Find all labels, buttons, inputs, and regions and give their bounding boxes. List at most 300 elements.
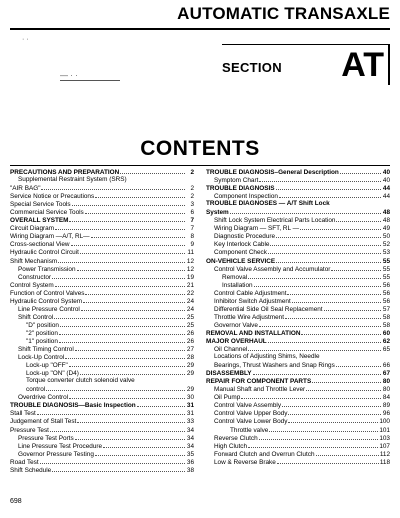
toc-entry-title: Shift Lock System Electrical Parts Location (214, 217, 336, 225)
toc-entry[interactable] (206, 401, 390, 409)
toc-entry-title: Circuit Diagram (10, 225, 55, 233)
toc-leader-dots (59, 329, 185, 335)
toc-entry-page: 66 (382, 362, 390, 370)
toc-entry-page: 50 (382, 233, 390, 241)
contents-rule (10, 165, 390, 166)
toc-entry-title: Shift Schedule (10, 466, 52, 474)
toc-entry[interactable] (206, 377, 390, 385)
toc-entry[interactable] (206, 393, 390, 401)
toc-leader-dots (321, 353, 381, 358)
toc-leader-dots (72, 200, 185, 206)
contents-left-column (10, 168, 194, 474)
toc-entry-title: DISASSEMBLY (206, 370, 252, 378)
header-rule (10, 28, 390, 30)
toc-entry-title: Lock-up "OFF" (26, 362, 68, 370)
toc-entry-page: 89 (382, 402, 390, 410)
toc-leader-dots (316, 450, 379, 456)
toc-leader-dots (287, 289, 381, 295)
toc-leader-dots (95, 450, 185, 456)
toc-entry[interactable] (10, 248, 194, 256)
toc-entry-title: Road Test (10, 458, 39, 466)
toc-leader-dots (259, 176, 381, 182)
toc-entry-title: High Clutch (214, 442, 248, 450)
toc-entry-title: Pressure Test Ports (18, 434, 74, 442)
toc-leader-dots (282, 401, 381, 407)
toc-entry[interactable] (10, 265, 194, 273)
toc-entry-page: 53 (382, 249, 390, 257)
toc-entry-title: ON-VEHICLE SERVICE (206, 257, 276, 265)
toc-leader-dots (312, 377, 381, 383)
toc-entry[interactable] (206, 257, 390, 265)
corner-mark: · · (22, 36, 29, 43)
toc-entry-page: 3 (190, 201, 194, 209)
toc-entry-title: System (206, 209, 229, 217)
toc-entry[interactable] (10, 377, 194, 385)
toc-entry-page: 33 (186, 418, 194, 426)
toc-entry[interactable] (10, 257, 194, 265)
toc-entry-page: 28 (186, 354, 194, 362)
toc-leader-dots (268, 337, 381, 343)
toc-entry[interactable] (10, 224, 194, 232)
toc-entry-title: Overdrive Control (18, 394, 69, 402)
toc-leader-dots (248, 273, 381, 279)
toc-entry-page: 29 (186, 370, 194, 378)
toc-leader-dots (85, 289, 185, 295)
toc-entry-page: 29 (186, 386, 194, 394)
toc-leader-dots (85, 208, 185, 214)
toc-entry-page: 101 (379, 426, 390, 434)
toc-entry[interactable] (206, 417, 390, 425)
toc-leader-dots (52, 466, 185, 472)
toc-entry-title: Torque converter clutch solenoid valve (26, 377, 135, 385)
toc-entry-title: Shift Mechanism (10, 257, 58, 265)
toc-entry[interactable] (10, 417, 194, 425)
toc-entry[interactable] (206, 345, 390, 353)
toc-leader-dots (55, 224, 185, 230)
toc-entry-page: 36 (186, 458, 194, 466)
toc-leader-dots (71, 240, 185, 246)
toc-entry[interactable] (206, 240, 390, 248)
toc-leader-dots (128, 176, 185, 181)
toc-leader-dots (41, 184, 185, 190)
toc-leader-dots (37, 409, 185, 415)
toc-entry-title: Control Valve Assembly and Accumulator (214, 265, 331, 273)
toc-leader-dots (292, 297, 381, 303)
toc-entry-title: Shift Timing Control (18, 346, 74, 354)
toc-entry-page: 100 (379, 418, 390, 426)
toc-entry-page: 31 (186, 402, 194, 410)
toc-leader-dots (277, 458, 379, 464)
toc-leader-dots (136, 377, 185, 382)
toc-entry-page: 2 (190, 193, 194, 201)
toc-entry-title: Power Transmission (18, 265, 76, 273)
toc-entry-title: REMOVAL AND INSTALLATION (206, 329, 301, 337)
toc-leader-dots (58, 257, 185, 263)
toc-leader-dots (137, 401, 185, 407)
toc-entry[interactable] (206, 321, 390, 329)
toc-entry-title: "2" position (26, 329, 58, 337)
toc-entry-page: 2 (190, 169, 194, 176)
toc-entry-title: PRECAUTIONS AND PREPARATION (10, 169, 120, 176)
toc-entry-title: Governor Pressure Testing (18, 450, 94, 458)
toc-entry[interactable] (206, 353, 390, 361)
toc-leader-dots (248, 345, 381, 351)
toc-entry-title: Governor Valve (214, 321, 258, 329)
toc-entry-page: 2 (190, 185, 194, 193)
toc-entry-page: 6 (190, 209, 194, 217)
toc-entry-page: 9 (190, 241, 194, 249)
document-title: AUTOMATIC TRANSAXLE (177, 4, 390, 23)
toc-leader-dots (77, 417, 185, 423)
toc-entry-page: 57 (382, 305, 390, 313)
toc-entry-page: 80 (382, 386, 390, 394)
toc-entry[interactable] (206, 281, 390, 289)
toc-entry[interactable] (206, 385, 390, 393)
toc-entry[interactable] (10, 176, 194, 184)
toc-leader-dots (75, 345, 185, 351)
toc-entry-page: 22 (186, 289, 194, 297)
toc-entry-title: Constructor (18, 273, 52, 281)
toc-entry-page: 7 (190, 225, 194, 233)
toc-entry-page: 24 (186, 297, 194, 305)
toc-entry[interactable] (206, 297, 390, 305)
toc-entry-page: 12 (186, 257, 194, 265)
toc-leader-dots (301, 329, 381, 335)
toc-entry-title: Control Valve Upper Body (214, 410, 288, 418)
toc-entry[interactable] (206, 232, 390, 240)
toc-entry-page: 44 (382, 193, 390, 201)
toc-entry-page: 24 (186, 305, 194, 313)
toc-entry[interactable] (10, 401, 194, 409)
toc-entry[interactable] (10, 313, 194, 321)
toc-entry-page: 35 (186, 450, 194, 458)
toc-entry-page: 29 (186, 362, 194, 370)
toc-entry-title: Locations of Adjusting Shims, Needle (214, 353, 320, 361)
toc-entry[interactable] (206, 313, 390, 321)
toc-entry[interactable] (206, 208, 390, 216)
toc-leader-dots (259, 434, 379, 440)
toc-entry[interactable] (10, 305, 194, 313)
toc-entry[interactable] (10, 361, 194, 369)
toc-entry[interactable] (10, 216, 194, 224)
toc-entry-title: Differential Side Oil Seal Replacement (214, 305, 323, 313)
toc-entry[interactable] (10, 450, 194, 458)
toc-leader-dots (288, 417, 378, 423)
section-label: SECTION (222, 60, 282, 75)
toc-leader-dots (230, 208, 381, 214)
toc-entry-page: 58 (382, 313, 390, 321)
toc-entry-page: 40 (382, 169, 390, 176)
crop-marks: — · · (60, 71, 120, 81)
toc-leader-dots (55, 281, 185, 287)
toc-entry-title: OVERALL SYSTEM (10, 217, 69, 225)
toc-entry-title: Line Pressure Control (18, 305, 80, 313)
toc-leader-dots (269, 426, 378, 432)
toc-entry-page: 65 (382, 346, 390, 354)
toc-entry[interactable] (206, 361, 390, 369)
toc-entry-title: Oil Pump (214, 394, 241, 402)
toc-leader-dots (60, 321, 185, 327)
toc-entry-title: Wiring Diagram — SFT, RL — (214, 225, 299, 233)
toc-entry-page: 58 (382, 321, 390, 329)
toc-entry-title: "1" position (26, 337, 58, 345)
toc-entry[interactable] (10, 409, 194, 417)
toc-entry-page: 118 (379, 458, 390, 466)
toc-entry-title: Control Valve Assembly (214, 402, 282, 410)
toc-entry[interactable] (206, 329, 390, 337)
toc-entry-title: Inhibitor Switch Adjustment (214, 297, 291, 305)
toc-entry-title: Lock-Up Control (18, 354, 65, 362)
toc-entry-page: 60 (382, 329, 390, 337)
toc-entry[interactable] (206, 200, 390, 208)
toc-entry-page: 80 (382, 378, 390, 386)
toc-entry[interactable] (206, 426, 390, 434)
toc-entry[interactable] (10, 426, 194, 434)
toc-entry[interactable] (10, 281, 194, 289)
toc-entry-title: "D" position (26, 321, 59, 329)
toc-leader-dots (69, 361, 185, 367)
toc-leader-dots (52, 273, 185, 279)
toc-leader-dots (324, 305, 381, 311)
toc-leader-dots (95, 192, 185, 198)
toc-entry-page: 31 (186, 410, 194, 418)
toc-entry-title: Key Interlock Cable (214, 241, 270, 249)
toc-entry-page: 96 (382, 410, 390, 418)
toc-entry-title: Hydraulic Control System (10, 297, 83, 305)
toc-leader-dots (285, 313, 381, 319)
toc-entry-title: Wiring Diagram —A/T, RL— (10, 233, 90, 241)
toc-entry-title: Hydraulic Control Circuit (10, 249, 79, 257)
toc-leader-dots (253, 369, 381, 375)
toc-leader-dots (270, 240, 381, 246)
toc-entry[interactable] (10, 345, 194, 353)
toc-entry-page: 48 (382, 217, 390, 225)
toc-entry-title: Throttle Wire Adjustment (214, 313, 284, 321)
toc-leader-dots (91, 232, 185, 238)
toc-entry[interactable] (10, 329, 194, 337)
toc-entry[interactable] (10, 393, 194, 401)
toc-entry[interactable] (10, 232, 194, 240)
toc-entry-title: Removal (222, 273, 248, 281)
toc-entry[interactable] (10, 297, 194, 305)
toc-leader-dots (300, 224, 381, 230)
toc-leader-dots (65, 353, 185, 359)
toc-entry-page: 55 (382, 257, 390, 265)
toc-entry-title: Control System (10, 281, 54, 289)
toc-entry-title: Reverse Clutch (214, 434, 258, 442)
toc-entry[interactable] (206, 458, 390, 466)
toc-entry[interactable] (10, 289, 194, 297)
toc-entry[interactable] (10, 192, 194, 200)
toc-entry-title: Judgement of Stall Test (10, 418, 77, 426)
toc-leader-dots (276, 232, 381, 238)
toc-entry-title: Line Pressure Test Procedure (18, 442, 103, 450)
toc-entry[interactable] (10, 321, 194, 329)
toc-leader-dots (241, 393, 381, 399)
toc-entry-title: Component Inspection (214, 193, 278, 201)
toc-entry[interactable] (10, 466, 194, 474)
toc-entry-title: TROUBLE DIAGNOSIS (206, 185, 275, 193)
toc-leader-dots (54, 313, 185, 319)
toc-entry-page: 55 (382, 265, 390, 273)
toc-entry-page: 19 (186, 273, 194, 281)
toc-entry-title: Throttle valve (230, 426, 269, 434)
toc-entry[interactable] (10, 353, 194, 361)
contents-title: CONTENTS (140, 137, 260, 160)
toc-entry[interactable] (10, 458, 194, 466)
toc-entry-title: Bearings, Thrust Washers and Snap Rings (214, 362, 335, 370)
toc-entry-page: 8 (190, 233, 194, 241)
toc-entry[interactable] (10, 168, 194, 176)
toc-entry-title: Oil Channel (214, 346, 248, 354)
toc-leader-dots (81, 305, 185, 311)
toc-entry-page: 56 (382, 289, 390, 297)
contents-right-column (206, 168, 390, 466)
toc-entry-title: Installation (222, 281, 253, 289)
toc-entry[interactable] (10, 385, 194, 393)
toc-leader-dots (80, 369, 185, 375)
toc-entry[interactable] (206, 442, 390, 450)
toc-entry[interactable] (10, 184, 194, 192)
toc-entry-title: Control Valve Lower Body (214, 418, 288, 426)
toc-entry-page: 11 (187, 249, 194, 257)
toc-entry-title: Lock-up "ON" (D4) (26, 370, 79, 378)
toc-entry-title: Commercial Service Tools (10, 209, 84, 217)
toc-entry[interactable] (206, 369, 390, 377)
toc-entry[interactable] (206, 248, 390, 256)
toc-entry[interactable] (10, 337, 194, 345)
toc-entry-page: 34 (186, 442, 194, 450)
toc-entry-page: 55 (382, 273, 390, 281)
toc-entry[interactable] (10, 434, 194, 442)
toc-entry-page: 38 (186, 466, 194, 474)
toc-entry[interactable] (206, 224, 390, 232)
toc-entry[interactable] (206, 265, 390, 273)
toc-entry-title: Function of Control Valves (10, 289, 85, 297)
toc-leader-dots (336, 216, 381, 222)
toc-entry-title: Forward Clutch and Overrun Clutch (214, 450, 315, 458)
toc-leader-dots (276, 257, 381, 263)
toc-leader-dots (279, 192, 381, 198)
section-code: AT (341, 46, 384, 84)
toc-entry-title: REPAIR FOR COMPONENT PARTS (206, 378, 312, 386)
toc-entry[interactable] (206, 450, 390, 458)
toc-leader-dots (259, 321, 381, 327)
toc-leader-dots (69, 216, 185, 222)
toc-entry-title: TROUBLE DIAGNOSES — A/T Shift Lock (206, 200, 330, 208)
toc-entry-title: Low & Reverse Brake (214, 458, 276, 466)
toc-entry-title: MAJOR OVERHAUL (206, 337, 267, 345)
toc-entry-title: Special Service Tools (10, 201, 71, 209)
toc-entry-title: Service Notice or Precautions (10, 193, 95, 201)
toc-entry[interactable] (206, 409, 390, 417)
toc-entry[interactable] (206, 192, 390, 200)
toc-leader-dots (75, 434, 185, 440)
toc-entry-page: 44 (382, 185, 390, 193)
toc-entry[interactable] (206, 168, 390, 176)
toc-entry[interactable] (206, 434, 390, 442)
toc-entry-page: 34 (186, 426, 194, 434)
toc-entry[interactable] (10, 369, 194, 377)
toc-entry-page: 107 (379, 442, 390, 450)
toc-leader-dots (331, 265, 381, 271)
toc-entry-page: 84 (382, 394, 390, 402)
toc-leader-dots (69, 393, 185, 399)
toc-entry-title: Shift Control (18, 313, 54, 321)
toc-leader-dots (331, 200, 381, 205)
toc-entry[interactable] (206, 216, 390, 224)
toc-entry-title: Control Cable Adjustment (214, 289, 287, 297)
toc-leader-dots (306, 385, 381, 391)
toc-entry-page: 27 (186, 346, 194, 354)
toc-entry[interactable] (206, 337, 390, 345)
toc-entry-page: 52 (382, 241, 390, 249)
toc-leader-dots (254, 281, 381, 287)
toc-leader-dots (248, 442, 378, 448)
toc-entry-title: TROUBLE DIAGNOSIS—Basic Inspection (10, 402, 136, 410)
toc-entry-page: 25 (186, 321, 194, 329)
toc-entry-page: 30 (186, 394, 194, 402)
toc-leader-dots (120, 168, 185, 174)
toc-entry-page: 26 (186, 337, 194, 345)
toc-entry-page: 103 (379, 434, 390, 442)
toc-leader-dots (40, 458, 185, 464)
toc-leader-dots (83, 297, 185, 303)
toc-leader-dots (268, 248, 381, 254)
toc-entry[interactable] (206, 184, 390, 192)
toc-entry[interactable] (10, 273, 194, 281)
toc-entry-page: 56 (382, 297, 390, 305)
toc-entry-page: 21 (186, 281, 194, 289)
toc-entry-title: Symptom Chart (214, 177, 259, 185)
toc-entry-page: 34 (186, 434, 194, 442)
toc-entry-page: 49 (382, 225, 390, 233)
toc-leader-dots (80, 248, 185, 254)
toc-entry-title: Cross-sectional View (10, 241, 70, 249)
toc-entry-page: 112 (379, 450, 390, 458)
toc-entry[interactable] (206, 176, 390, 184)
toc-entry-title: Stall Test (10, 410, 36, 418)
toc-entry[interactable] (206, 273, 390, 281)
toc-entry-page: 62 (382, 337, 390, 345)
toc-entry-title: Manual Shaft and Throttle Lever (214, 386, 306, 394)
toc-leader-dots (103, 442, 185, 448)
toc-leader-dots (276, 184, 381, 190)
toc-entry-title: Diagnostic Procedure (214, 233, 276, 241)
toc-entry-page: 12 (186, 265, 194, 273)
toc-entry[interactable] (10, 208, 194, 216)
toc-entry-title: Component Check (214, 249, 267, 257)
toc-entry-page: 25 (186, 313, 194, 321)
toc-entry-title: control (26, 386, 46, 394)
toc-entry-page: 40 (382, 177, 390, 185)
toc-leader-dots (59, 337, 185, 343)
toc-entry-title: Pressure Test (10, 426, 49, 434)
toc-leader-dots (288, 409, 381, 415)
toc-entry[interactable] (10, 240, 194, 248)
toc-entry-page: 7 (190, 217, 194, 225)
toc-leader-dots (50, 426, 185, 432)
toc-entry[interactable] (10, 200, 194, 208)
toc-entry[interactable] (206, 289, 390, 297)
toc-leader-dots (77, 265, 185, 271)
toc-entry-title: "AIR BAG" (10, 185, 41, 193)
page-number: 698 (10, 498, 22, 505)
toc-entry[interactable] (10, 442, 194, 450)
toc-entry[interactable] (206, 305, 390, 313)
toc-entry-page: 26 (186, 329, 194, 337)
toc-entry-page: 56 (382, 281, 390, 289)
